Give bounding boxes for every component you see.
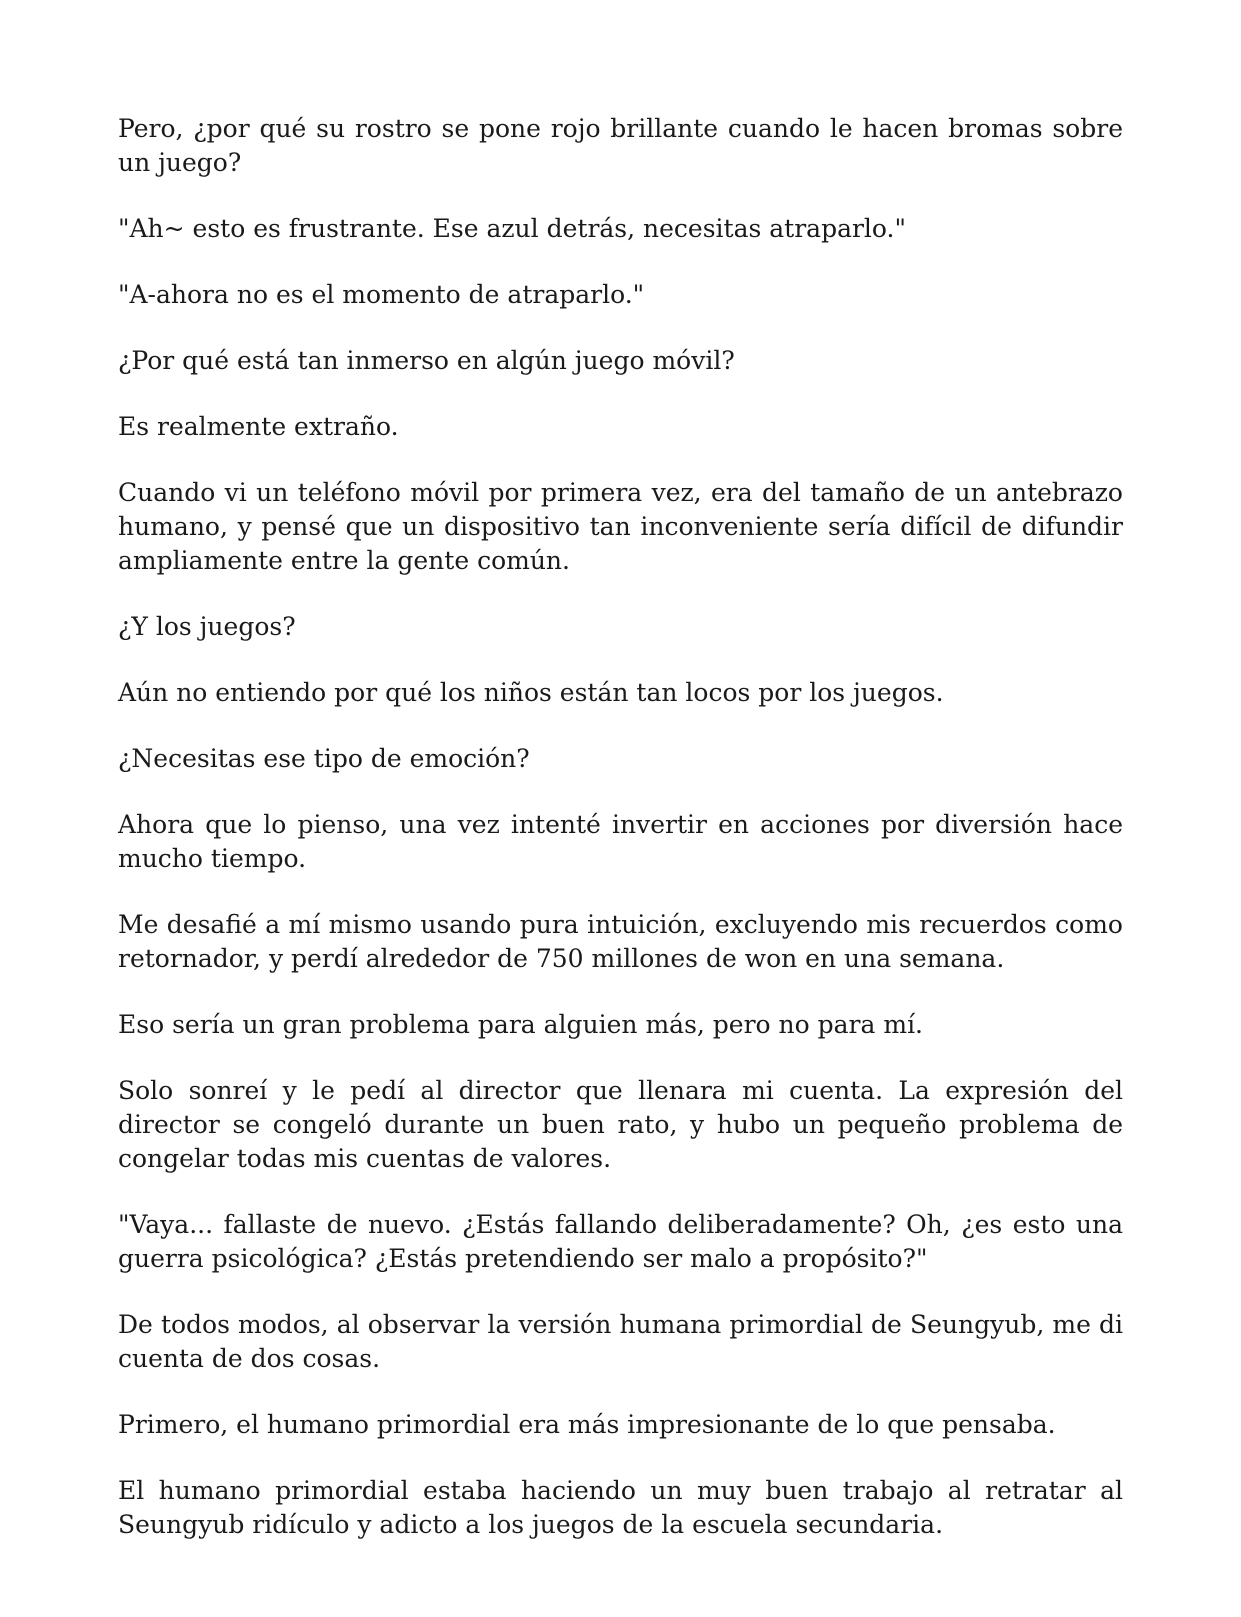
paragraph: Aún no entiendo por qué los niños están tan locos por los juegos. <box>118 678 944 707</box>
paragraph: Pero, ¿por qué su rostro se pone rojo brillante cuando le hacen bromas sobre un juego? <box>118 114 1123 177</box>
paragraph: "A-ahora no es el momento de atraparlo." <box>118 280 645 309</box>
paragraph: "Ah~ esto es frustrante. Ese azul detrás, necesitas atraparlo." <box>118 214 906 243</box>
text-body <box>118 112 1123 1574</box>
paragraph: "Vaya... fallaste de nuevo. ¿Estás fallando deliberadamente? Oh, ¿es esto una guerra psicológica? ¿Estás pretendiendo ser malo a propósito?" <box>118 1210 1123 1273</box>
paragraph: ¿Y los juegos? <box>118 612 296 641</box>
paragraph: De todos modos, al observar la versión humana primordial de Seungyub, me di cuenta de dos cosas. <box>118 1310 1123 1373</box>
paragraph: Ahora que lo pienso, una vez intenté invertir en acciones por diversión hace mucho tiempo. <box>118 810 1123 873</box>
paragraph: Me desafié a mí mismo usando pura intuición, excluyendo mis recuerdos como retornador, y perdí alrededor de 750 millones de won en una semana. <box>118 910 1123 973</box>
paragraph: ¿Necesitas ese tipo de emoción? <box>118 744 530 773</box>
paragraph: Solo sonreí y le pedí al director que llenara mi cuenta. La expresión del director se congeló durante un buen rato, y hubo un pequeño problema de congelar todas mis cuentas de valores. <box>118 1076 1123 1173</box>
paragraph: Cuando vi un teléfono móvil por primera vez, era del tamaño de un antebrazo humano, y pensé que un dispositivo tan inconveniente sería difícil de difundir ampliamente entre la gente común. <box>118 478 1123 575</box>
paragraph: El humano primordial estaba haciendo un muy buen trabajo al retratar al Seungyub ridículo y adicto a los juegos de la escuela secundaria. <box>118 1476 1123 1539</box>
paragraph: Eso sería un gran problema para alguien más, pero no para mí. <box>118 1010 924 1039</box>
paragraph: Es realmente extraño. <box>118 412 399 441</box>
paragraph: ¿Por qué está tan inmerso en algún juego móvil? <box>118 346 735 375</box>
paragraph: Primero, el humano primordial era más impresionante de lo que pensaba. <box>118 1410 1056 1439</box>
